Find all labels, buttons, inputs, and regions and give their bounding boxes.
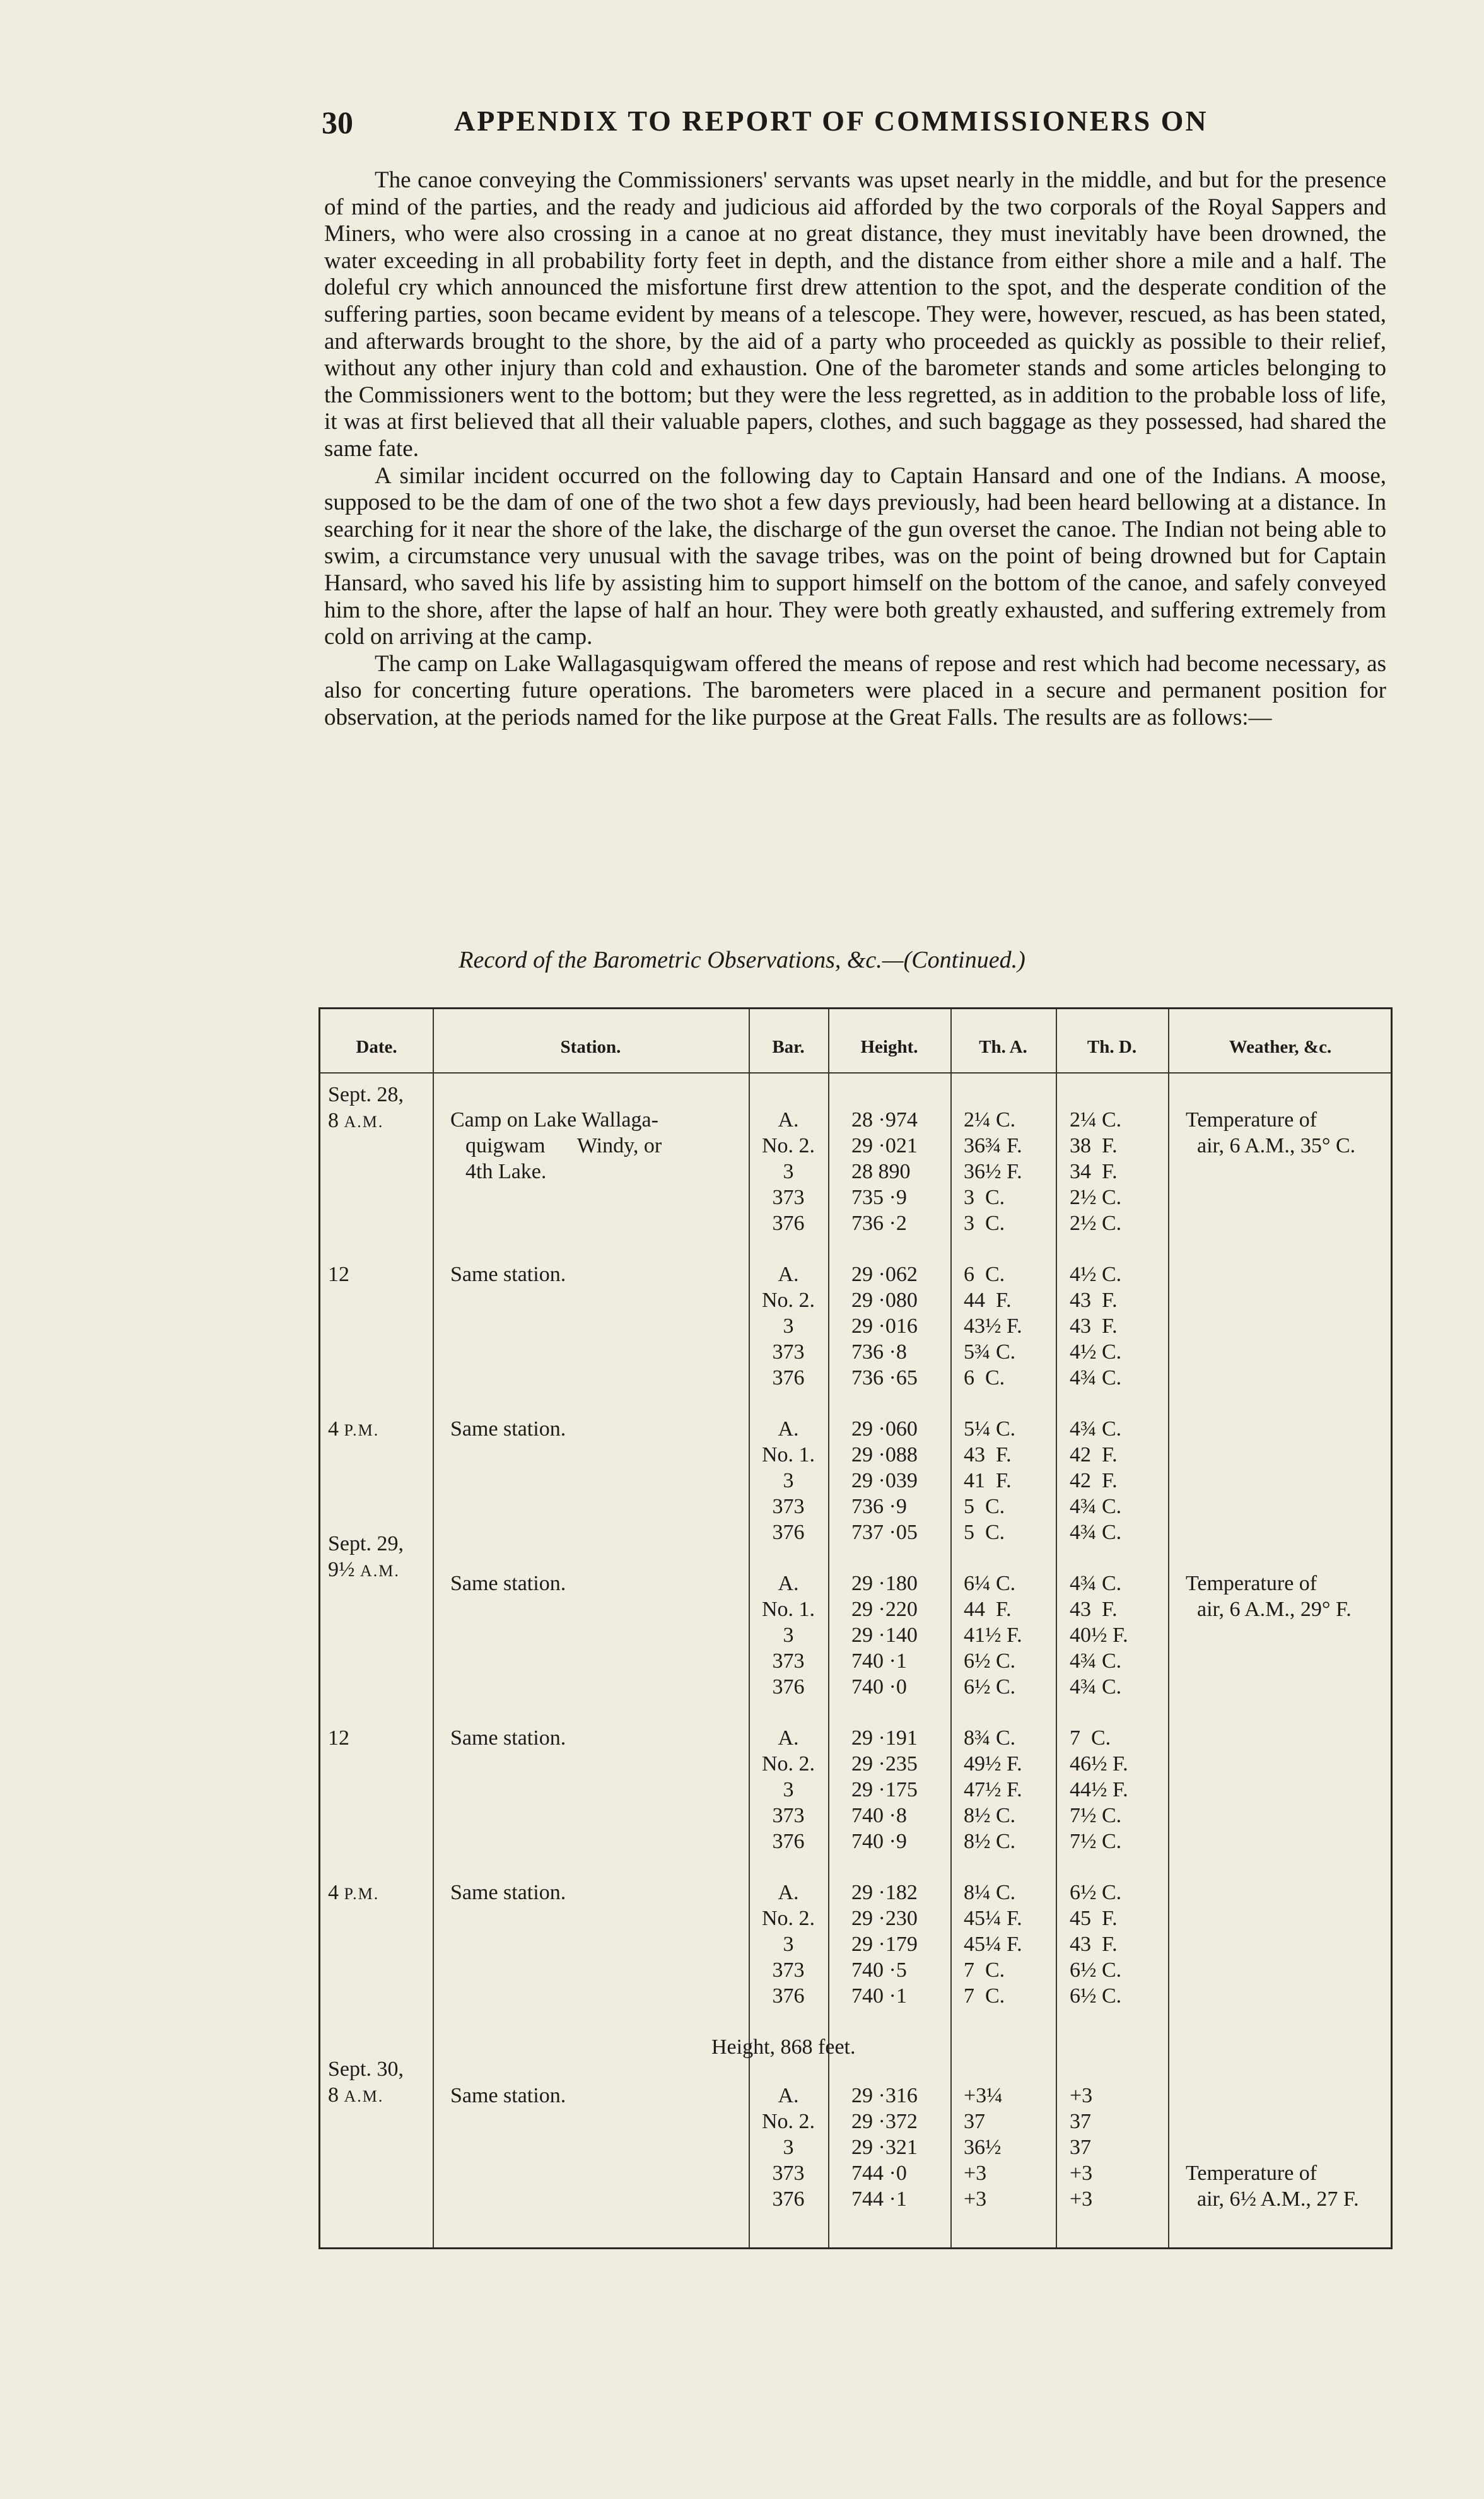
th-a-cell: 45¼ F. [964,1933,1022,1956]
th-a-cell: 2¼ C. [964,1108,1016,1132]
th-d-cell: 4½ C. [1070,1340,1122,1364]
station-cell: Same station. [450,1263,566,1286]
th-a-cell: 6½ C. [964,1675,1016,1699]
th-d-cell: 37 [1070,2136,1091,2159]
th-d-cell: 43 F. [1070,1598,1118,1621]
date-time: 9½ A.M. [328,1558,400,1581]
th-d-cell: 37 [1070,2110,1091,2133]
header-weather: Weather, &c. [1229,1037,1332,1057]
th-a-cell: 43½ F. [964,1314,1022,1338]
height-note: Height, 868 feet. [711,2035,856,2059]
header-station: Station. [560,1037,621,1057]
table-caption: Record of the Barometric Observations, &c.—(Continued.) [459,947,1025,973]
page-header [322,104,1268,148]
th-a-cell: 7 C. [964,1984,1005,2008]
th-d-cell: 2½ C. [1070,1186,1122,1209]
bar-cell: 373 [772,1649,805,1673]
bar-cell: 373 [772,2162,805,2185]
height-cell: 29 ·182 [851,1881,918,1904]
column-rule [1056,1009,1057,2247]
running-head: APPENDIX TO REPORT OF COMMISSIONERS ON [454,105,1208,137]
th-a-cell: +3¼ [964,2084,1003,2107]
height-cell: 29 ·088 [851,1443,918,1466]
bar-cell: A. [778,1881,799,1904]
th-a-cell: 6¼ C. [964,1572,1016,1595]
th-a-cell: 36½ F. [964,1160,1022,1183]
height-cell: 29 ·372 [851,2110,918,2133]
weather-cell: Temperature of [1186,2162,1317,2185]
th-d-cell: +3 [1070,2084,1093,2107]
bar-cell: 376 [772,1984,805,2008]
weather-cell: air, 6 A.M., 29° F. [1197,1598,1352,1621]
height-cell: 28 890 [851,1160,911,1183]
th-a-cell: 8½ C. [964,1830,1016,1853]
bar-cell: No. 2. [761,2110,815,2133]
date-label: Sept. 28, [328,1083,404,1106]
th-a-cell: 45¼ F. [964,1907,1022,1930]
bar-cell: 3 [783,1469,794,1492]
th-a-cell: +3 [964,2187,987,2211]
bar-cell: A. [778,1263,799,1286]
th-a-cell: 8½ C. [964,1804,1016,1827]
bar-cell: 3 [783,1624,794,1647]
th-d-cell: 4¾ C. [1070,1572,1122,1595]
th-a-cell: 36¾ F. [964,1134,1022,1157]
station-cell: 4th Lake. [465,1160,547,1183]
th-a-cell: 7 C. [964,1958,1005,1982]
th-d-cell: 44½ F. [1070,1778,1128,1801]
height-cell: 744 ·1 [851,2187,907,2211]
th-a-cell: 36½ [964,2136,1002,2159]
height-cell: 29 ·021 [851,1134,918,1157]
height-cell: 29 ·080 [851,1289,918,1312]
column-rule [749,1009,750,2247]
bar-cell: A. [778,1726,799,1750]
bar-cell: No. 1. [761,1598,815,1621]
height-cell: 29 ·230 [851,1907,918,1930]
th-d-cell: 7½ C. [1070,1804,1122,1827]
height-cell: 29 ·140 [851,1624,918,1647]
date-time: 8 A.M. [328,2083,384,2107]
height-cell: 740 ·1 [851,1649,907,1673]
height-cell: 737 ·05 [851,1521,918,1544]
column-rule [1168,1009,1169,2247]
height-cell: 736 ·9 [851,1495,907,1518]
th-d-cell: 46½ F. [1070,1752,1128,1776]
header-th-a: Th. A. [979,1037,1027,1057]
observations-table [318,1007,1393,2249]
bar-cell: 3 [783,1933,794,1956]
header-date: Date. [356,1037,397,1057]
height-cell: 29 ·060 [851,1417,918,1441]
th-d-cell: 4¾ C. [1070,1366,1122,1390]
weather-cell: Temperature of [1186,1572,1317,1595]
header-bar: Bar. [772,1037,805,1057]
th-d-cell: 43 F. [1070,1314,1118,1338]
bar-cell: 376 [772,1830,805,1853]
th-a-cell: 5¼ C. [964,1417,1016,1441]
th-a-cell: 6 C. [964,1366,1005,1390]
height-cell: 740 ·1 [851,1984,907,2008]
th-a-cell: 43 F. [964,1443,1012,1466]
th-a-cell: 49½ F. [964,1752,1022,1776]
height-cell: 29 ·016 [851,1314,918,1338]
th-d-cell: 4½ C. [1070,1263,1122,1286]
height-cell: 744 ·0 [851,2162,907,2185]
station-cell: Camp on Lake Wallaga- [450,1108,658,1132]
th-d-cell: 4¾ C. [1070,1649,1122,1673]
height-cell: 740 ·5 [851,1958,907,1982]
th-a-cell: 41½ F. [964,1624,1022,1647]
bar-cell: No. 2. [761,1752,815,1776]
bar-cell: 373 [772,1804,805,1827]
th-a-cell: 3 C. [964,1212,1005,1235]
th-a-cell: 47½ F. [964,1778,1022,1801]
station-cell: quigwam Windy, or [465,1134,662,1157]
bar-cell: 373 [772,1340,805,1364]
th-a-cell: 8¼ C. [964,1881,1016,1904]
bar-cell: A. [778,2084,799,2107]
weather-cell: Temperature of [1186,1108,1317,1132]
height-cell: 736 ·8 [851,1340,907,1364]
height-cell: 29 ·179 [851,1933,918,1956]
paragraph: The camp on Lake Wallagasquigwam offered the means of repose and rest which had become necessary, as also for concerting future operations. The barometers were placed in a secure and permanent position for observation, at the periods named for the like purpose at the Great Falls. The results are as follows:— [324,650,1386,730]
height-cell: 736 ·2 [851,1212,907,1235]
bar-cell: No. 1. [761,1443,815,1466]
bar-cell: 3 [783,1160,794,1183]
weather-cell: air, 6 A.M., 35° C. [1197,1134,1356,1157]
bar-cell: 373 [772,1186,805,1209]
header-height: Height. [860,1037,918,1057]
bar-cell: No. 2. [761,1907,815,1930]
height-cell: 740 ·8 [851,1804,907,1827]
page-number: 30 [322,105,353,140]
th-a-cell: 3 C. [964,1186,1005,1209]
bar-cell: A. [778,1417,799,1441]
bar-cell: 373 [772,1958,805,1982]
height-cell: 29 ·175 [851,1778,918,1801]
bar-cell: No. 2. [761,1134,815,1157]
th-d-cell: 43 F. [1070,1933,1118,1956]
paragraph: The canoe conveying the Commissioners' servants was upset nearly in the middle, and but for the presence of mind of the parties, and the ready and judicious aid afforded by the two corporals of the Royal Sappers and Miners, who were also crossing in a canoe at no great distance, they must inevitably have been drowned, the water exceeding in all probability forty feet in depth, and the distance from either shore a mile and a half. The doleful cry which announced the misfortune first drew attention to the spot, and the desperate condition of the suffering parties, soon became evident by means of a telescope. They were, however, rescued, as has been stated, and afterwards brought to the shore, by the aid of a party who proceeded as quickly as possible to their relief, without any other injury than cold and exhaustion. One of the barometer stands and some articles belonging to the Commissioners went to the bottom; but they were the less regretted, as in addition to the probable loss of life, it was at first believed that all their valuable papers, clothes, and such baggage as they possessed, had shared the same fate. [324,167,1386,462]
th-d-cell: 4¾ C. [1070,1675,1122,1699]
height-cell: 29 ·220 [851,1598,918,1621]
th-d-cell: 38 F. [1070,1134,1118,1157]
station-cell: Same station. [450,1417,566,1441]
bar-cell: 376 [772,1212,805,1235]
bar-cell: 376 [772,2187,805,2211]
bar-cell: No. 2. [761,1289,815,1312]
bar-cell: 3 [783,1314,794,1338]
th-d-cell: 42 F. [1070,1443,1118,1466]
height-cell: 740 ·9 [851,1830,907,1853]
th-a-cell: 6½ C. [964,1649,1016,1673]
bar-cell: A. [778,1572,799,1595]
body-text [324,167,1386,731]
th-d-cell: 43 F. [1070,1289,1118,1312]
th-d-cell: 4¾ C. [1070,1495,1122,1518]
th-d-cell: 2¼ C. [1070,1108,1122,1132]
th-a-cell: 37 [964,2110,985,2133]
bar-cell: 3 [783,1778,794,1801]
th-d-cell: 2½ C. [1070,1212,1122,1235]
th-a-cell: +3 [964,2162,987,2185]
th-a-cell: 8¾ C. [964,1726,1016,1750]
station-cell: Same station. [450,2084,566,2107]
station-cell: Same station. [450,1881,566,1904]
paragraph: A similar incident occurred on the following day to Captain Hansard and one of the Indians. A moose, supposed to be the dam of one of the two shot a few days previously, had been heard bellowing at a distance. In searching for it near the shore of the lake, the discharge of the gun overset the canoe. The Indian not being able to swim, a circumstance very unusual with the savage tribes, was on the point of being drowned but for Captain Hansard, who saved his life by assisting him to support himself on the bottom of the canoe, and safely conveyed him to the shore, after the lapse of half an hour. They were both greatly exhausted, and suffering extremely from cold on arriving at the camp. [324,462,1386,650]
bar-cell: 373 [772,1495,805,1518]
th-d-cell: 45 F. [1070,1907,1118,1930]
station-cell: Same station. [450,1572,566,1595]
th-d-cell: 7½ C. [1070,1830,1122,1853]
th-a-cell: 44 F. [964,1289,1012,1312]
height-cell: 740 ·0 [851,1675,907,1699]
height-cell: 29 ·235 [851,1752,918,1776]
column-rule [950,1009,952,2247]
th-d-cell: 7 C. [1070,1726,1111,1750]
date-label: Sept. 29, [328,1532,404,1555]
height-cell: 736 ·65 [851,1366,918,1390]
th-d-cell: 6½ C. [1070,1881,1122,1904]
th-d-cell: 4¾ C. [1070,1521,1122,1544]
date-time: 12 [328,1263,349,1286]
bar-cell: 376 [772,1675,805,1699]
header-rule [320,1072,1391,1074]
th-d-cell: 40½ F. [1070,1624,1128,1647]
weather-cell: air, 6½ A.M., 27 F. [1197,2187,1359,2211]
date-time: 4 P.M. [328,1417,380,1441]
date-time: 8 A.M. [328,1109,384,1132]
th-a-cell: 44 F. [964,1598,1012,1621]
th-a-cell: 5 C. [964,1495,1005,1518]
height-cell: 29 ·039 [851,1469,918,1492]
height-cell: 29 ·062 [851,1263,918,1286]
header-th-d: Th. D. [1087,1037,1137,1057]
station-cell: Same station. [450,1726,566,1750]
th-d-cell: +3 [1070,2187,1093,2211]
height-cell: 29 ·316 [851,2084,918,2107]
th-d-cell: 6½ C. [1070,1958,1122,1982]
date-label: Sept. 30, [328,2057,404,2081]
height-cell: 29 ·191 [851,1726,918,1750]
height-cell: 735 ·9 [851,1186,907,1209]
column-rule [828,1009,829,2247]
column-rule [433,1009,434,2247]
bar-cell: 3 [783,2136,794,2159]
th-a-cell: 41 F. [964,1469,1012,1492]
bar-cell: 376 [772,1366,805,1390]
th-d-cell: 34 F. [1070,1160,1118,1183]
bar-cell: 376 [772,1521,805,1544]
height-cell: 29 ·321 [851,2136,918,2159]
bar-cell: A. [778,1108,799,1132]
height-cell: 28 ·974 [851,1108,918,1132]
th-d-cell: 4¾ C. [1070,1417,1122,1441]
date-time: 12 [328,1726,349,1750]
th-d-cell: 42 F. [1070,1469,1118,1492]
height-cell: 29 ·180 [851,1572,918,1595]
th-d-cell: +3 [1070,2162,1093,2185]
th-a-cell: 5 C. [964,1521,1005,1544]
th-a-cell: 6 C. [964,1263,1005,1286]
th-a-cell: 5¾ C. [964,1340,1016,1364]
date-time: 4 P.M. [328,1881,380,1904]
th-d-cell: 6½ C. [1070,1984,1122,2008]
